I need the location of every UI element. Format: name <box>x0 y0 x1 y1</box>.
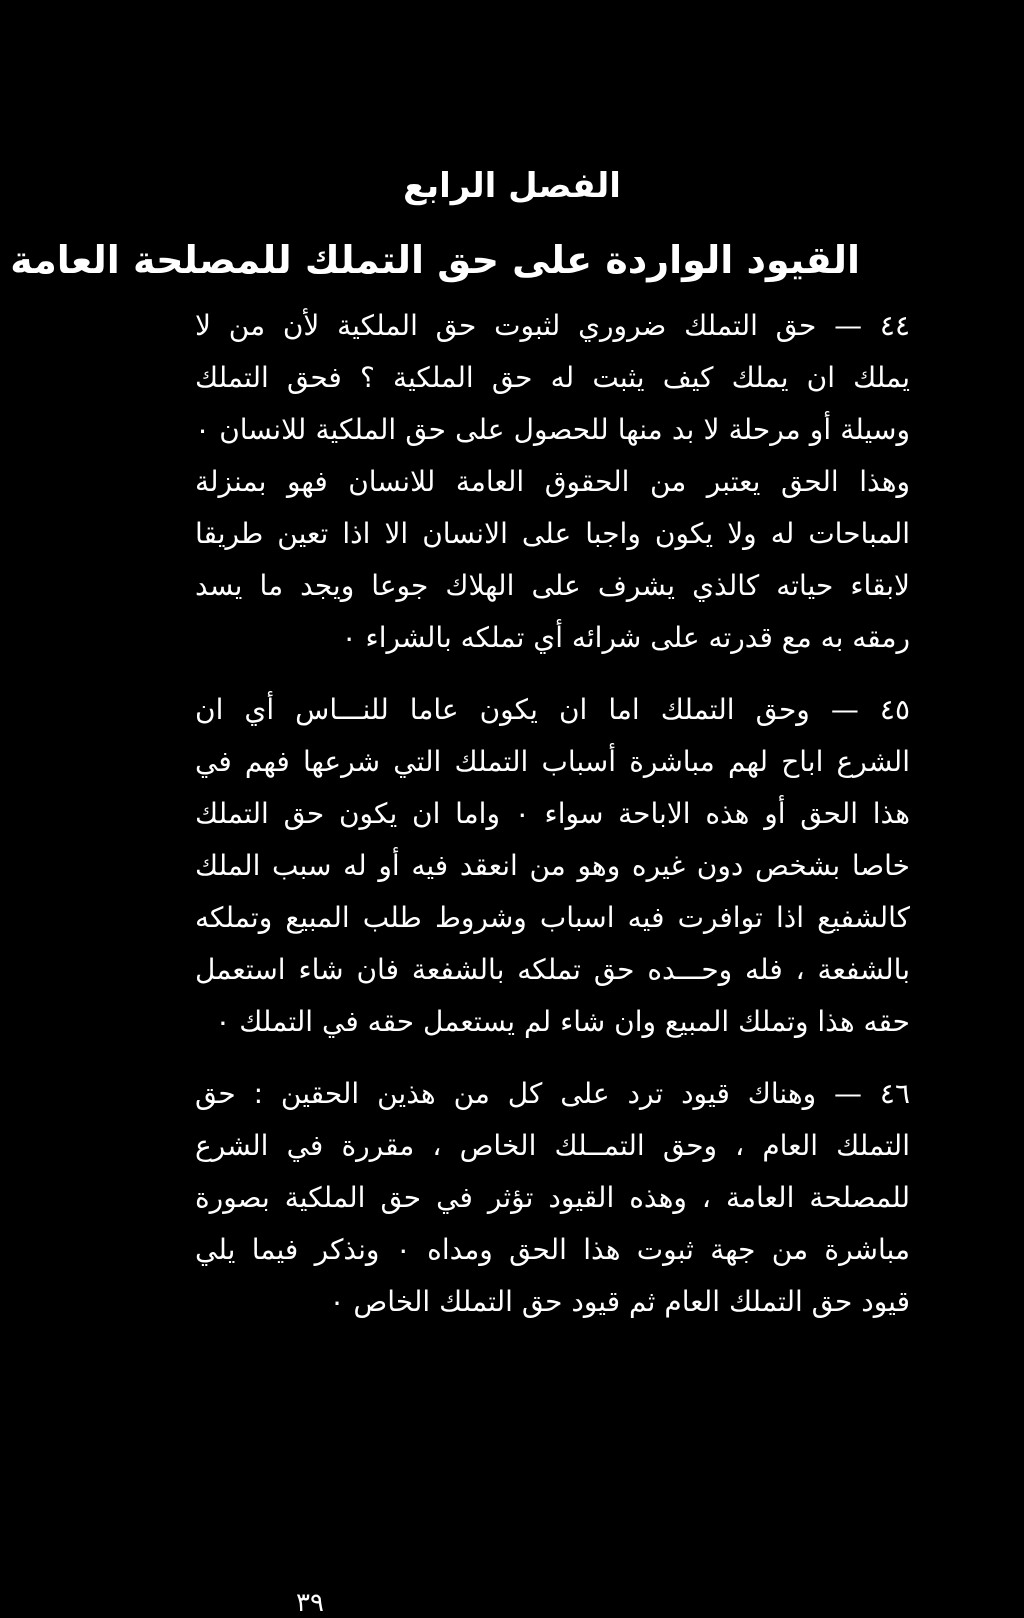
chapter-title: الفصل الرابع <box>403 166 621 206</box>
text-line: حقه هذا وتملك المبيع وان شاء لم يستعمل حقه في التملك ٠ <box>215 1005 910 1038</box>
text-line: للمصلحة العامة ، وهذه القيود تؤثر في حق الملكية بصورة <box>195 1181 910 1214</box>
text-line: مباشرة من جهة ثبوت هذا الحق ومداه ٠ ونذكر فيما يلي <box>195 1233 910 1266</box>
text-line: التملك العام ، وحق التمــلك الخاص ، مقررة في الشرع <box>195 1129 910 1162</box>
text-line: رمقه به مع قدرته على شرائه أي تملكه بالشراء ٠ <box>341 621 910 654</box>
text-line: المباحات له ولا يكون واجبا على الانسان الا اذا تعين طريقا <box>195 517 910 550</box>
text-line: هذا الحق أو هذه الاباحة سواء ٠ واما ان يكون حق التملك <box>195 797 910 830</box>
text-line: يملك ان يملك كيف يثبت له حق الملكية ؟ فحق التملك <box>195 361 910 394</box>
paragraph-44 <box>195 300 910 664</box>
section-title: القيود الواردة على حق التملك للمصلحة العامة <box>10 238 860 282</box>
paragraph-46 <box>195 1068 910 1328</box>
page-number: ٣٩ <box>296 1588 324 1618</box>
text-line: وسيلة أو مرحلة لا بد منها للحصول على حق الملكية للانسان ٠ <box>195 413 910 446</box>
paragraph-45 <box>195 684 910 1048</box>
text-line: قيود حق التملك العام ثم قيود حق التملك الخاص ٠ <box>329 1285 910 1318</box>
text-line: لابقاء حياته كالذي يشرف على الهلاك جوعا ويجد ما يسد <box>195 569 910 602</box>
text-line: وهذا الحق يعتبر من الحقوق العامة للانسان فهو بمنزلة <box>195 465 910 498</box>
body-text <box>195 300 910 1328</box>
text-line: كالشفيع اذا توافرت فيه اسباب وشروط طلب المبيع وتملكه <box>195 901 910 934</box>
text-line: ٤٤ — حق التملك ضروري لثبوت حق الملكية لأن من لا <box>195 309 910 342</box>
text-line: بالشفعة ، فله وحـــده حق تملكه بالشفعة فان شاء استعمل <box>195 953 910 986</box>
text-line: ٤٥ — وحق التملك اما ان يكون عاما للنـــاس أي ان <box>195 693 910 726</box>
text-line: ٤٦ — وهناك قيود ترد على كل من هذين الحقين : حق <box>195 1077 910 1110</box>
text-line: خاصا بشخص دون غيره وهو من انعقد فيه أو له سبب الملك <box>195 849 910 882</box>
text-line: الشرع اباح لهم مباشرة أسباب التملك التي شرعها فهم في <box>195 745 910 778</box>
